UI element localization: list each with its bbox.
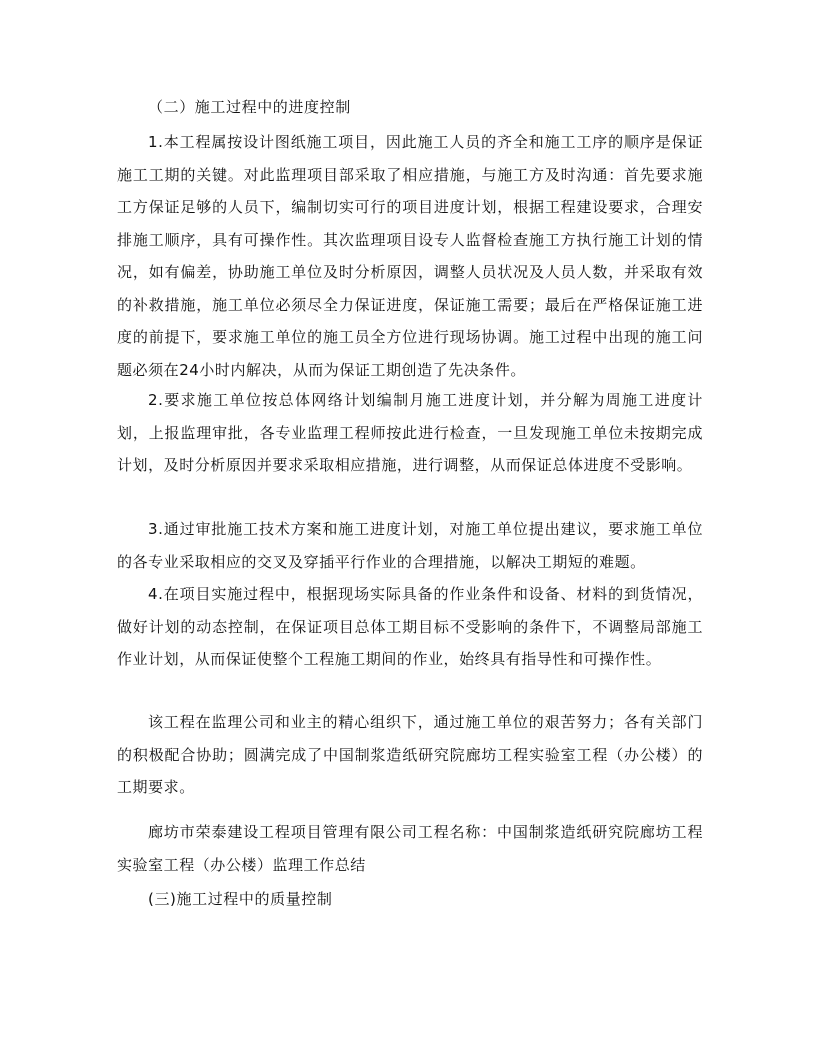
paragraph-item-1: 1.本工程属按设计图纸施工项目，因此施工人员的齐全和施工工序的顺序是保证施工工期的关键。对此监理项目部采取了相应措施，与施工方及时沟通：首先要求施工方保证足够的人员下，编制切实可行的项目进度计划，根据工程建设要求，合理安排施工顺序，具有可操作性。其次监理项目设专人监督检查施工方执行施工计划的情况，如有偏差，协助施工单位及时分析原因，调整人员状况及人员人数，并采取有效的补救措施，施工单位必须尽全力保证进度，保证施工需要；最后在严格保证施工进度的前提下，要求施工单位的施工员全方位进行现场协调。施工过程中出现的施工问题必须在24小时内解决，从而为保证工期创造了先决条件。 [117,133,703,379]
section-heading-progress-control: （二）施工过程中的进度控制 [148,98,351,116]
paragraph-item-2: 2.要求施工单位按总体网络计划编制月施工进度计划，并分解为周施工进度计划，上报监理审批，各专业监理工程师按此进行检查，一旦发现施工单位未按期完成计划，及时分析原因并要求采取相应措施，进行调整，从而保证总体进度不受影响。 [117,391,703,474]
section-heading-quality-control: (三)施工过程中的质量控制 [148,890,333,908]
paragraph-item-4: 4.在项目实施过程中，根据现场实际具备的作业条件和设备、材料的到货情况，做好计划的动态控制，在保证项目总体工期目标不受影响的条件下，不调整局部施工作业计划，从而保证使整个工程施工期间的作业，始终具有指导性和可操作性。 [117,585,703,668]
paragraph-summary: 该工程在监理公司和业主的精心组织下，通过施工单位的艰苦努力；各有关部门的积极配合协助；圆满完成了中国制浆造纸研究院廊坊工程实验室工程（办公楼）的工期要求。 [117,713,703,796]
paragraph-company-project: 廊坊市荣泰建设工程项目管理有限公司工程名称：中国制浆造纸研究院廊坊工程实验室工程（办公楼）监理工作总结 [117,823,703,874]
paragraph-item-3: 3.通过审批施工技术方案和施工进度计划，对施工单位提出建议，要求施工单位的各专业采取相应的交叉及穿插平行作业的合理措施，以解决工期短的难题。 [117,520,703,571]
